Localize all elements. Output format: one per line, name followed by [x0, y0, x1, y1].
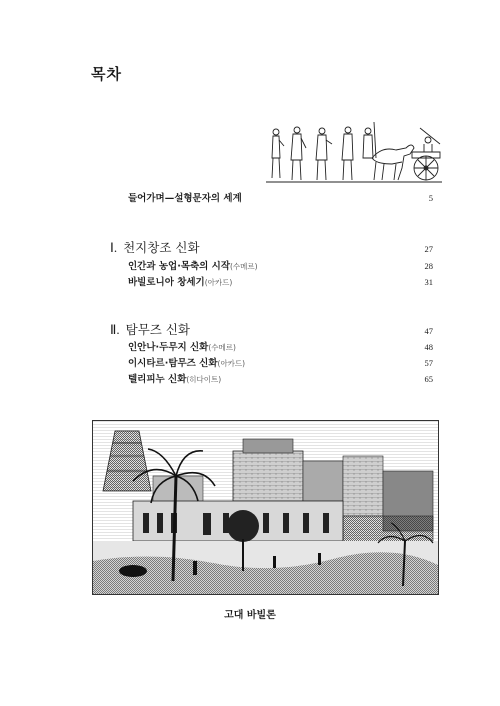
toc-entry[interactable] [128, 355, 433, 369]
illustration-caption: 고대 바빌론 [224, 610, 276, 621]
toc-entry-label: 인간과 농업·목축의 시작 [128, 261, 230, 272]
section-label: 천지창조 신화 [123, 240, 200, 255]
toc-entry-label: 이시타르·탐무즈 신화 [128, 358, 218, 369]
toc-section-1[interactable] [110, 238, 433, 256]
toc-entry-origin: (히다이트) [186, 375, 222, 384]
section-numeral: Ⅰ. [110, 240, 118, 255]
section-numeral: Ⅱ. [110, 322, 120, 337]
toc-entry-origin: (수메르) [230, 262, 258, 271]
toc-entry[interactable] [128, 274, 433, 288]
toc-entry[interactable] [128, 339, 433, 353]
toc-entry-intro[interactable] [128, 190, 433, 204]
toc-page-number: 27 [424, 244, 433, 254]
toc-page-number: 48 [424, 342, 433, 352]
toc-page-number: 31 [424, 277, 433, 287]
toc-entry-label: 텔리피누 신화 [128, 374, 187, 385]
page-title: 목차 [91, 65, 122, 83]
ancient-babylon-engraving [92, 420, 439, 595]
toc-entry-origin: (아카드) [204, 278, 233, 287]
section-label: 탐무즈 신화 [125, 322, 191, 337]
toc-page-number: 28 [424, 261, 433, 271]
toc-entry-origin: (수메르) [208, 343, 236, 352]
toc-section-2[interactable] [110, 320, 433, 338]
toc-entry[interactable] [128, 371, 433, 385]
toc-page-number: 47 [424, 326, 433, 336]
toc-entry[interactable] [128, 258, 433, 272]
assyrian-frieze-illustration [264, 118, 444, 188]
toc-entry-label: 들어가며—설형문자의 세계 [128, 193, 242, 204]
toc-entry-origin: (아카드) [217, 359, 246, 368]
toc-entry-label: 바빌로니아 창세기 [128, 277, 205, 288]
toc-entry-label: 인안나·두무지 신화 [128, 342, 209, 353]
toc-page-number: 65 [424, 374, 433, 384]
toc-page-number: 5 [428, 193, 433, 203]
toc-page-number: 57 [424, 358, 433, 368]
